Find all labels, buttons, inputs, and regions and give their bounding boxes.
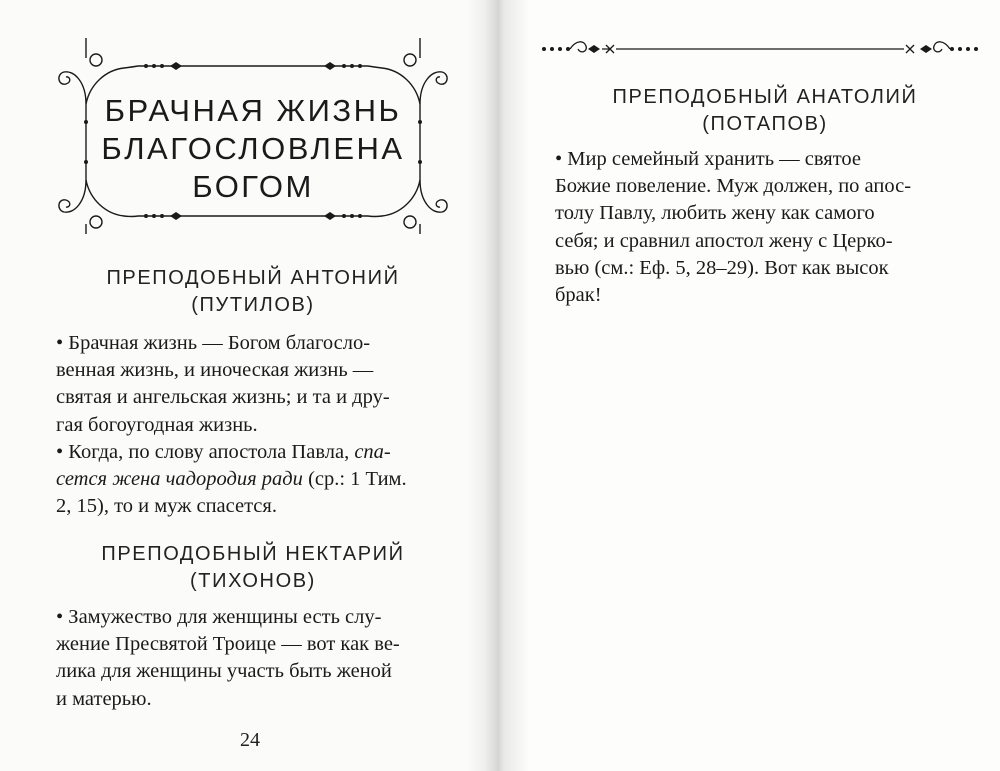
text-line: святая и ангельская жизнь; и та и дру- [56,386,390,409]
page-number: 24 [240,729,260,751]
title-line: БЛАГОСЛОВЛЕНА [101,131,405,166]
paragraph [56,439,407,521]
text-run: (ср.: 1 Тим. [302,468,407,491]
text-line: лика для женщины участь быть женой [56,660,392,683]
section-heading-nektary [60,541,446,595]
ornamental-rule-icon [540,36,980,62]
paragraph [56,604,400,713]
text-line: Божие повеление. Муж должен, по апос- [555,175,912,198]
text-line [56,466,407,493]
paragraph [555,146,911,309]
heading-line: ПРЕПОДОБНЫЙ АНТОНИЙ [106,267,400,289]
heading-line: ПРЕПОДОБНЫЙ НЕКТАРИЙ [101,543,405,565]
italic-quote: спа- [354,441,391,463]
heading-line: (ПОТАПОВ) [702,113,828,135]
paragraph [56,330,390,439]
text-line [56,439,407,466]
heading-line: (ТИХОНОВ) [190,570,316,592]
text-line: венная жизнь, и иноческая жизнь — [56,359,374,382]
page-title [50,92,456,206]
text-line: и матерью. [56,687,152,710]
italic-quote: сется жена чадородия ради [56,468,303,491]
text-line: себя; и сравнил апостол жену с Церко- [555,229,893,252]
heading-line: (ПУТИЛОВ) [191,294,315,316]
text-run: • Когда, по слову апостола Павла, [56,441,355,463]
title-line: БОГОМ [192,169,314,204]
text-line: • Брачная жизнь — Богом благосло- [56,332,371,354]
section-heading-anatoly [560,84,970,138]
text-line: жение Пресвятой Троице — вот как ве- [56,633,400,656]
text-line: брак! [555,284,602,307]
heading-line: ПРЕПОДОБНЫЙ АНАТОЛИЙ [612,86,918,108]
title-line: БРАЧНАЯ ЖИЗНЬ [104,93,402,128]
text-line: гая богоугодная жизнь. [56,413,258,436]
text-line: вью (см.: Еф. 5, 28–29). Вот как высок [555,256,889,279]
section-heading-antony [60,265,446,319]
text-line: • Замужество для женщины есть слу- [56,606,382,628]
text-line: 2, 15), то и муж спасется. [56,495,277,518]
left-page [0,0,496,771]
text-line: • Мир семейный хранить — святое [555,148,862,170]
text-line: толу Павлу, любить жену как самого [555,202,875,225]
